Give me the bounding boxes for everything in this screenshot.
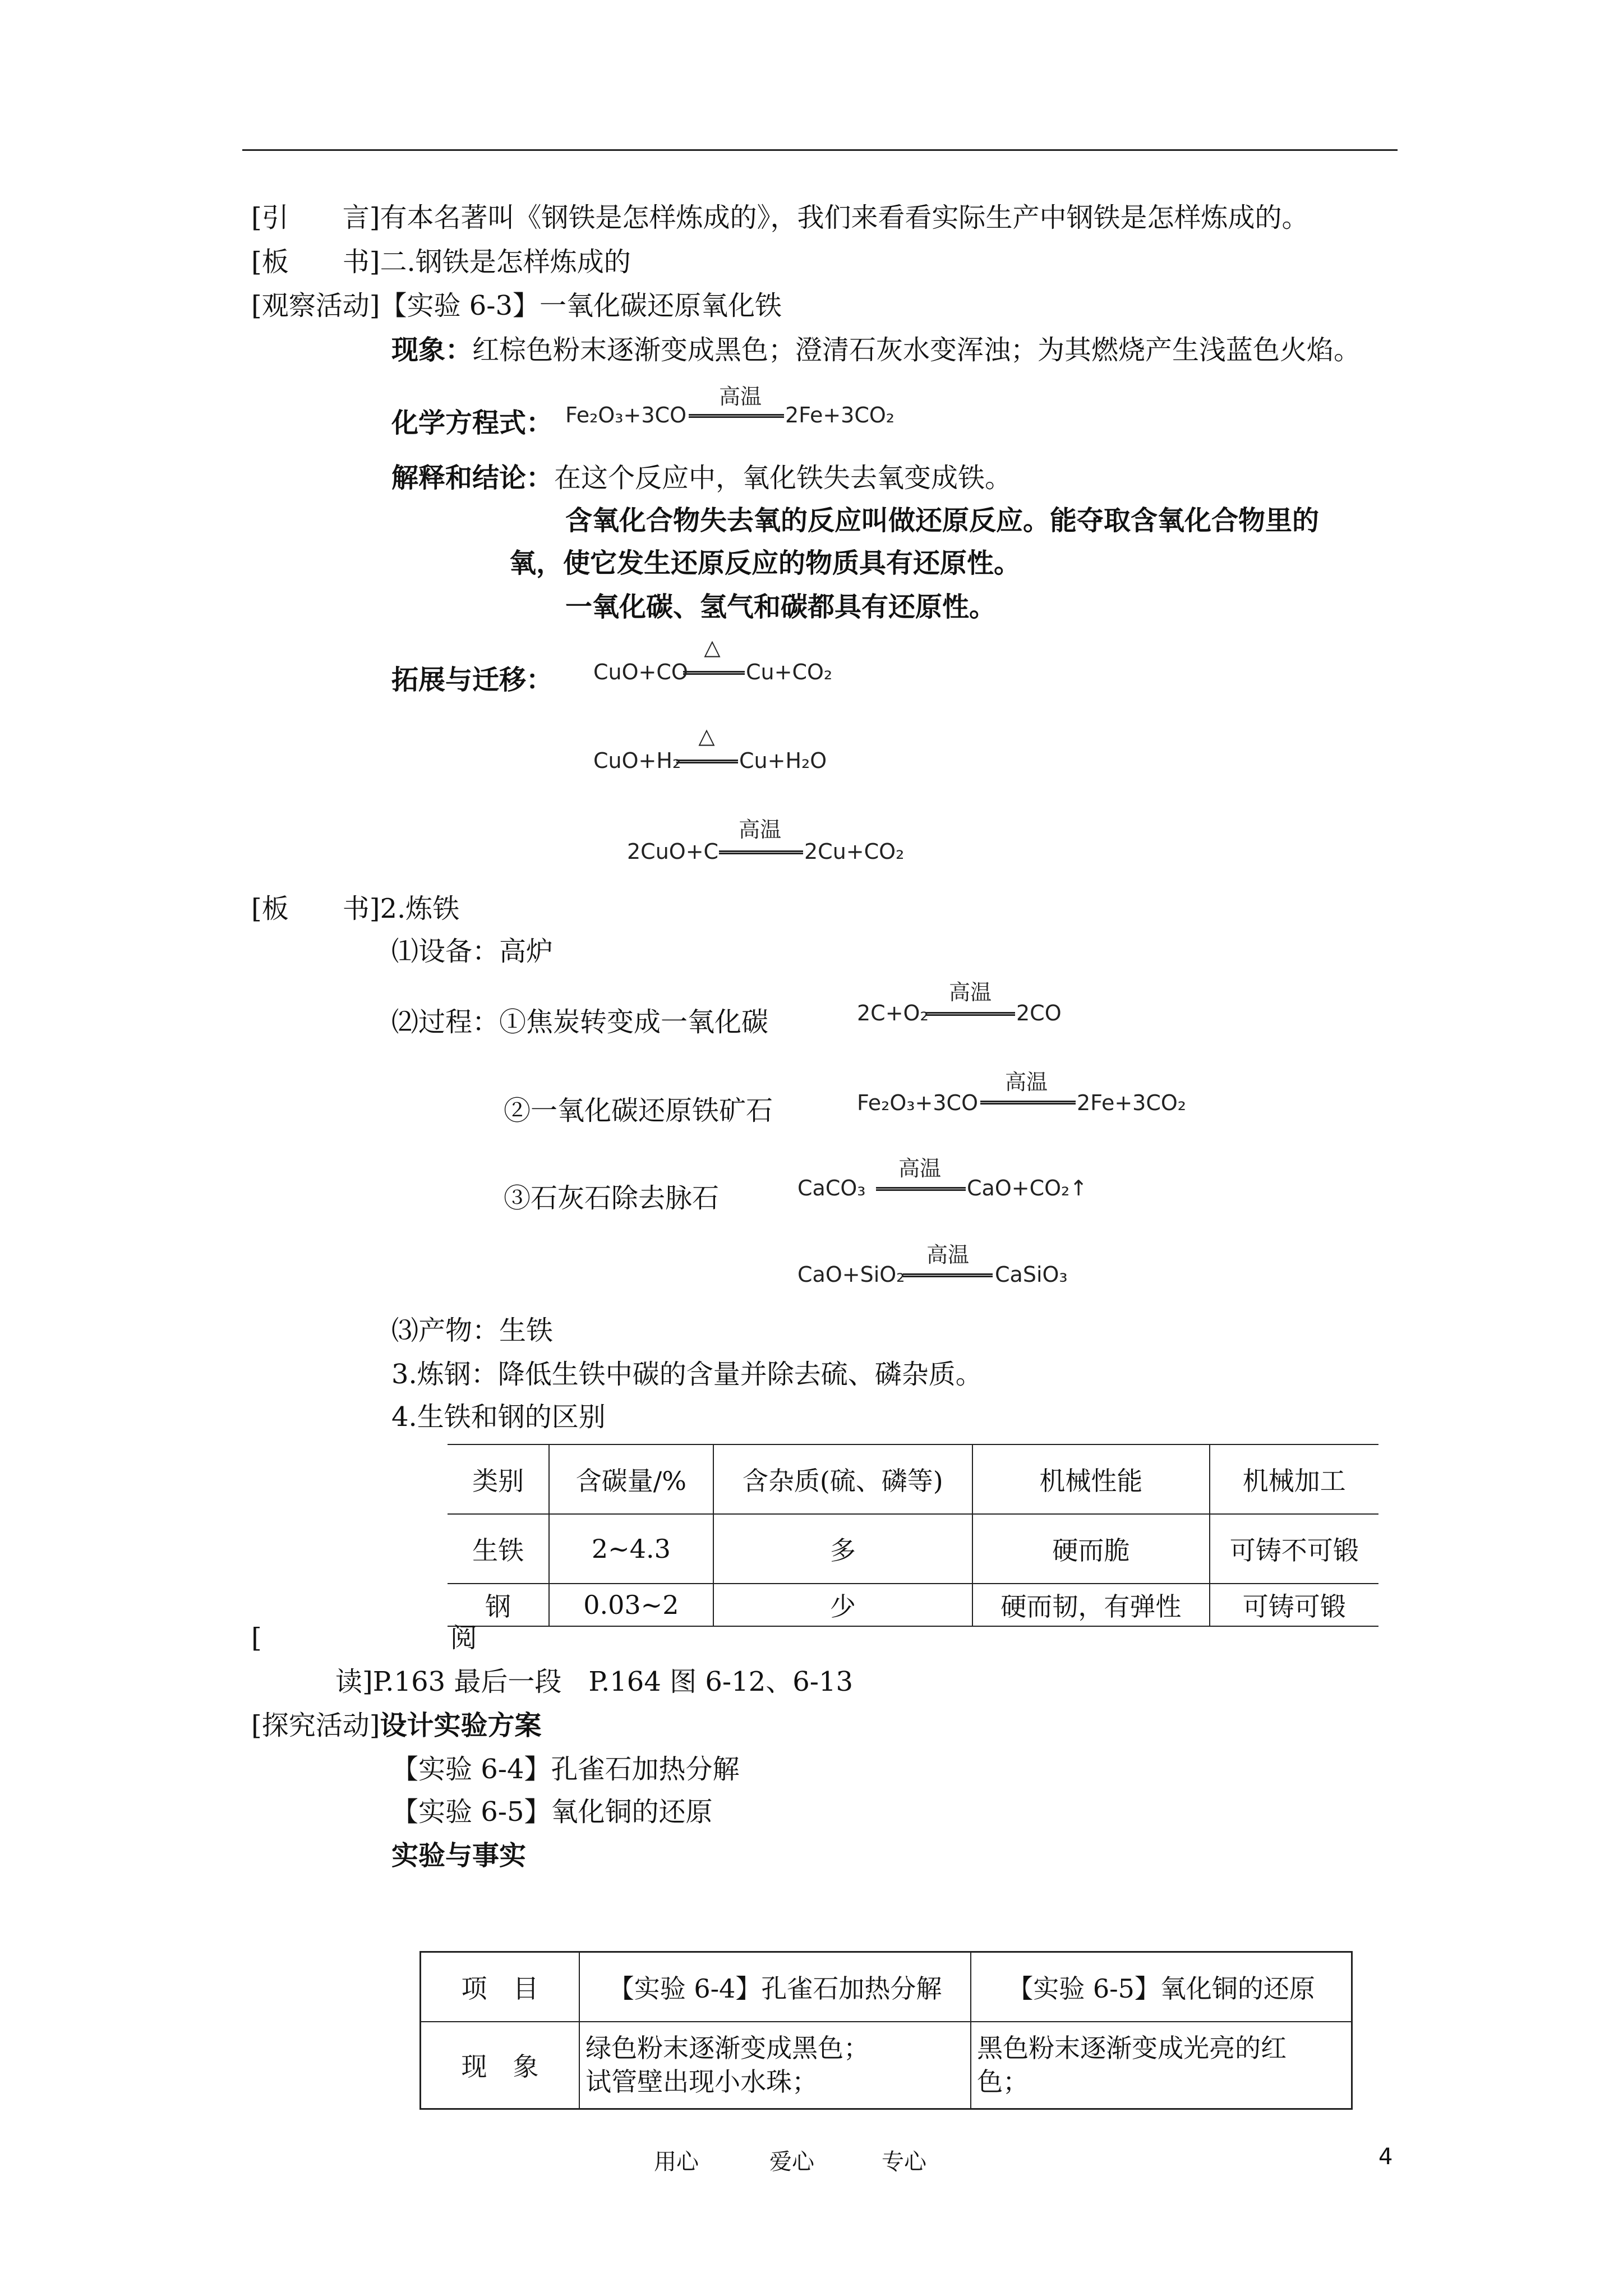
equation-7-left: CaCO₃ xyxy=(797,1176,866,1200)
equation-5-arrow xyxy=(925,1012,1015,1016)
table-cell: 可铸不可锻 xyxy=(1210,1514,1378,1584)
table-header-cell: 类别 xyxy=(448,1444,549,1514)
footer-slogan-1: 用心 xyxy=(654,2149,699,2175)
cell-line: 色； xyxy=(977,2067,1029,2097)
table-row xyxy=(448,1584,1378,1626)
cell-line: 绿色粉末逐渐变成黑色； xyxy=(585,2033,870,2064)
table-cell: 现 象 xyxy=(421,2022,580,2109)
table-cell: 硬而脆 xyxy=(972,1514,1210,1584)
equation-7-right: CaO+CO₂↑ xyxy=(967,1176,1088,1200)
phenomenon-label: 现象： xyxy=(391,334,473,366)
table-row xyxy=(448,1514,1378,1584)
observation-activity: [观察活动]【实验 6-3】一氧化碳还原氧化铁 xyxy=(251,290,782,321)
steelmaking-line: 3.炼钢：降低生铁中碳的含量并除去硫、磷杂质。 xyxy=(391,1359,983,1390)
equation-7-arrow xyxy=(876,1187,966,1191)
table-cell: 少 xyxy=(713,1584,973,1626)
table-cell xyxy=(579,2022,971,2109)
equation-6-right: 2Fe+3CO₂ xyxy=(1077,1091,1187,1115)
process-step-3: ③石灰石除去脉石 xyxy=(504,1182,720,1214)
equation-3-arrow xyxy=(676,760,738,763)
table-header-cell: 含杂质(硫、磷等) xyxy=(713,1444,973,1514)
table-cell: 2~4.3 xyxy=(549,1514,713,1584)
cell-line: 试管壁出现小水珠； xyxy=(585,2067,818,2097)
experiment-table xyxy=(419,1951,1353,2110)
equation-1-right: 2Fe+3CO₂ xyxy=(785,403,895,427)
equation-1-condition: 高温 xyxy=(718,384,762,409)
equation-3-condition: △ xyxy=(698,724,715,748)
equation-5-condition: 高温 xyxy=(948,980,992,1005)
equation-5-right: 2CO xyxy=(1016,1001,1062,1025)
equation-5-left: 2C+O₂ xyxy=(857,1001,929,1025)
reading-line-2: 读]P.163 最后一段 P.164 图 6-12、6-13 xyxy=(335,1666,854,1697)
equation-6-left: Fe₂O₃+3CO xyxy=(857,1091,978,1115)
equation-2-arrow xyxy=(683,671,745,675)
equation-8-left: CaO+SiO₂ xyxy=(797,1262,905,1287)
definition-line-3: 一氧化碳、氢气和碳都具有还原性。 xyxy=(565,591,997,623)
table-cell: 多 xyxy=(713,1514,973,1584)
equation-6-condition: 高温 xyxy=(1004,1070,1048,1094)
inquiry-title: 设计实验方案 xyxy=(380,1710,542,1741)
process-step-1: ⑵过程：①焦炭转变成一氧化碳 xyxy=(391,1006,769,1038)
equation-8-condition: 高温 xyxy=(926,1243,969,1267)
iron-steel-table xyxy=(448,1444,1378,1627)
equation-2-left: CuO+CO xyxy=(593,660,688,684)
difference-heading: 4.生铁和钢的区别 xyxy=(391,1401,606,1433)
table-header-row xyxy=(421,1952,1352,2022)
equation-4-left: 2CuO+C xyxy=(627,839,719,864)
extension-label: 拓展与迁移： xyxy=(391,664,554,696)
equation-2-right: Cu+CO₂ xyxy=(746,660,833,684)
equation-6-arrow xyxy=(980,1101,1076,1105)
equation-8-right: CaSiO₃ xyxy=(995,1262,1068,1287)
page-number: 4 xyxy=(1378,2144,1393,2170)
inquiry-activity xyxy=(251,1709,541,1742)
equation-4-condition: 高温 xyxy=(738,817,781,842)
table-row xyxy=(421,2022,1352,2109)
product-line: ⑶产物：生铁 xyxy=(391,1315,554,1346)
table-cell: 0.03~2 xyxy=(549,1584,713,1626)
equation-3-left: CuO+H₂ xyxy=(593,748,681,773)
table-header-row xyxy=(448,1444,1378,1514)
footer-slogan-3: 专心 xyxy=(882,2149,926,2175)
equation-8-arrow xyxy=(903,1273,993,1277)
explanation-text: 在这个反应中，氧化铁失去氧变成铁。 xyxy=(554,462,1012,494)
header-rule xyxy=(242,149,1398,151)
board-heading-2: [板 书]2.炼铁 xyxy=(251,893,460,924)
reading-line-1: [ 阅 xyxy=(251,1622,477,1654)
equation-1-arrow xyxy=(689,414,784,418)
footer-slogan-2: 爱心 xyxy=(769,2149,814,2175)
definition-line-1: 含氧化合物失去氧的反应叫做还原反应。能夺取含氧化合物里的 xyxy=(565,505,1320,536)
intro-line: [引 言]有本名著叫《钢铁是怎样炼成的》，我们来看看实际生产中钢铁是怎样炼成的。 xyxy=(251,202,1309,233)
equation-4-arrow xyxy=(719,850,803,854)
table-header-cell: 含碳量/% xyxy=(549,1444,713,1514)
table-cell: 生铁 xyxy=(448,1514,549,1584)
equation-7-condition: 高温 xyxy=(898,1156,941,1181)
equation-2-condition: △ xyxy=(704,635,721,660)
explanation-label: 解释和结论： xyxy=(391,462,554,494)
table-cell: 钢 xyxy=(448,1584,549,1626)
table-header-cell: 【实验 6-5】氧化铜的还原 xyxy=(971,1952,1352,2022)
table-cell: 可铸可锻 xyxy=(1210,1584,1378,1626)
board-heading-1: [板 书]二.钢铁是怎样炼成的 xyxy=(251,246,631,278)
equation-4-right: 2Cu+CO₂ xyxy=(804,839,905,864)
table-cell: 硬而韧，有弹性 xyxy=(972,1584,1210,1626)
definition-line-2: 氧，使它发生还原反应的物质具有还原性。 xyxy=(509,547,1021,579)
experiment-facts-heading: 实验与事实 xyxy=(391,1840,527,1871)
table-header-cell: 【实验 6-4】孔雀石加热分解 xyxy=(579,1952,971,2022)
equation-1-left: Fe₂O₃+3CO xyxy=(565,403,686,427)
process-step-2: ②一氧化碳还原铁矿石 xyxy=(504,1095,773,1126)
experiment-6-5: 【实验 6-5】氧化铜的还原 xyxy=(391,1796,713,1828)
table-header-cell: 机械性能 xyxy=(972,1444,1210,1514)
equation-label: 化学方程式： xyxy=(391,407,554,439)
table-header-cell: 机械加工 xyxy=(1210,1444,1378,1514)
table-header-cell: 项 目 xyxy=(421,1952,580,2022)
inquiry-prefix: [探究活动] xyxy=(251,1710,380,1741)
table-cell xyxy=(971,2022,1352,2109)
phenomenon-text: 红棕色粉末逐渐变成黑色；澄清石灰水变浑浊；为其燃烧产生浅蓝色火焰。 xyxy=(472,334,1361,366)
experiment-6-4: 【实验 6-4】孔雀石加热分解 xyxy=(391,1754,740,1785)
equation-3-right: Cu+H₂O xyxy=(739,748,827,773)
equipment-line: ⑴设备：高炉 xyxy=(391,936,554,967)
cell-line: 黑色粉末逐渐变成光亮的红 xyxy=(977,2033,1287,2064)
